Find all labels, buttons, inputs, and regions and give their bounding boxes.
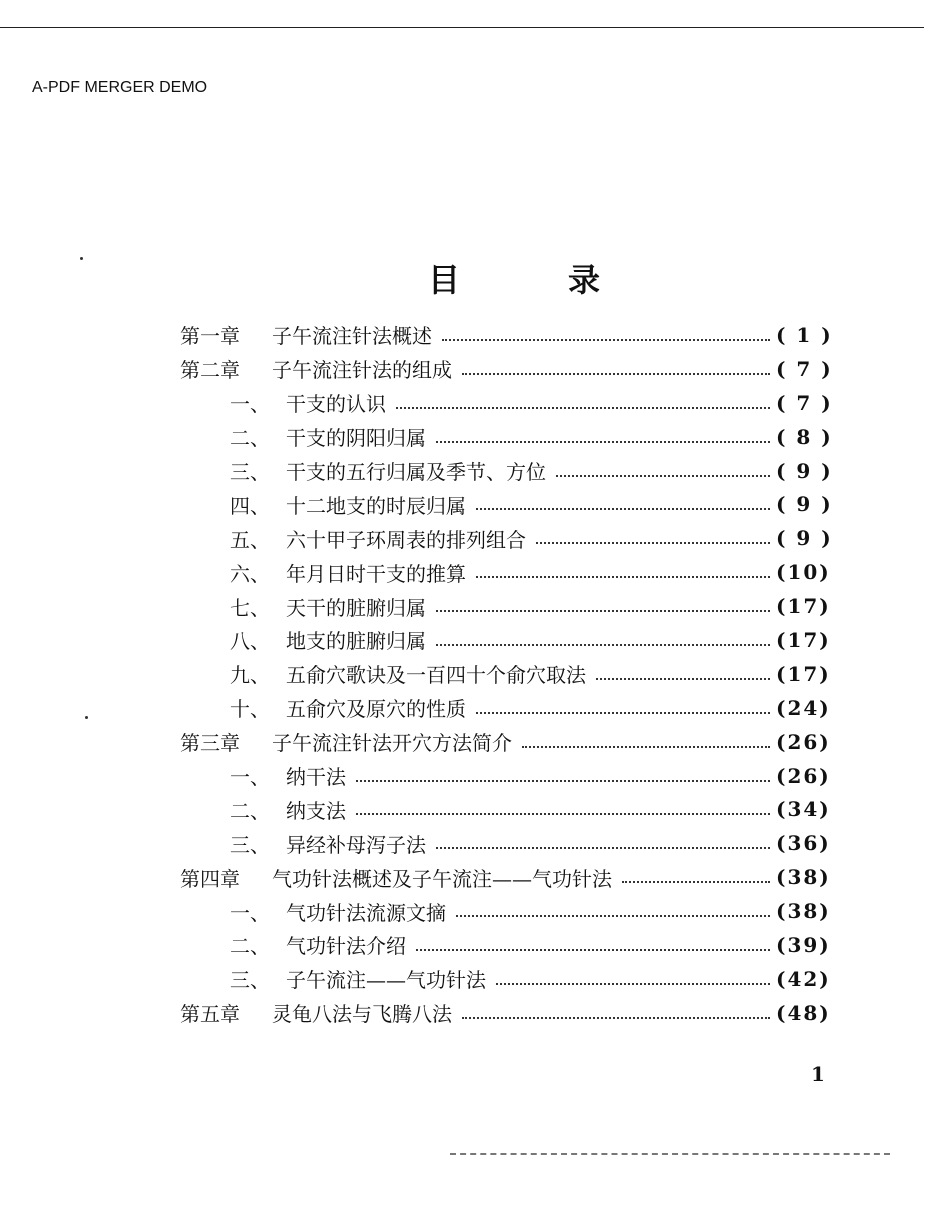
toc-entry-prefix: 一、 (230, 900, 270, 925)
toc-leader-dots (436, 845, 770, 849)
toc-leader-dots (476, 574, 770, 578)
toc-entry (180, 555, 840, 589)
toc-title-right: 录 (568, 261, 601, 299)
toc-entry (180, 657, 840, 691)
toc-leader-dots (442, 337, 770, 341)
toc-entry-title: 干支的五行归属及季节、方位 (286, 460, 546, 484)
toc-entry-prefix: 第一章 (180, 324, 240, 349)
toc-leader-dots (396, 405, 770, 409)
toc-entry-page: ( 9 ) (776, 458, 833, 483)
toc-entry-title: 子午流注针法开穴方法简介 (272, 731, 512, 756)
toc-entry (180, 386, 840, 420)
toc-entry-page: ( 7 ) (776, 356, 833, 381)
toc-entry-prefix: 三、 (230, 460, 270, 484)
toc-entry-page: (38) (776, 865, 831, 890)
toc-entry (180, 318, 840, 352)
toc-leader-dots (536, 540, 770, 544)
toc-entry (180, 725, 840, 759)
page-number: 1 (811, 1062, 825, 1086)
toc-entry (180, 894, 840, 928)
toc-entry-title: 地支的脏腑归属 (286, 629, 426, 654)
toc-entry-prefix: 第三章 (180, 731, 240, 756)
toc-leader-dots (456, 913, 770, 917)
toc-entry (180, 352, 840, 386)
toc-entry-title: 五俞穴歌诀及一百四十个俞穴取法 (286, 663, 586, 688)
scan-speck (80, 257, 83, 260)
toc-leader-dots (462, 1015, 770, 1019)
toc-entry-prefix: 第五章 (180, 1002, 240, 1027)
toc-entry-page: (48) (776, 1000, 831, 1025)
toc-title-left: 目 (428, 261, 461, 299)
toc-leader-dots (436, 642, 770, 646)
toc-entry-title: 子午流注针法概述 (272, 324, 432, 349)
toc-entry-title: 气功针法介绍 (286, 934, 406, 959)
toc-entry-page: (38) (776, 899, 831, 924)
toc-entry-page: (17) (776, 661, 831, 686)
toc-leader-dots (462, 371, 770, 375)
toc-entry (180, 962, 840, 996)
toc-entry-prefix: 第二章 (180, 358, 240, 383)
toc-leader-dots (436, 439, 770, 443)
toc-entry-prefix: 二、 (230, 934, 270, 959)
toc-entry (180, 691, 840, 725)
toc-entry (180, 623, 840, 657)
toc-entry-prefix: 一、 (230, 392, 270, 417)
toc-entry-prefix: 四、 (230, 493, 270, 518)
toc-entry-title: 五俞穴及原穴的性质 (286, 697, 466, 722)
toc-entry-prefix: 十、 (230, 697, 270, 722)
toc-entry-title: 干支的认识 (286, 392, 386, 417)
toc-leader-dots (476, 506, 770, 510)
toc-entry (180, 826, 840, 860)
toc-entry-page: (34) (776, 797, 831, 822)
toc-leader-dots (596, 676, 770, 680)
toc-entry (180, 860, 840, 894)
toc-leader-dots (416, 947, 770, 951)
toc-entry-page: (17) (776, 594, 831, 619)
toc-entry (180, 589, 840, 623)
toc-entry-title: 十二地支的时辰归属 (286, 493, 466, 518)
toc-entry-page: (42) (776, 966, 831, 991)
toc-entry-prefix: 二、 (230, 798, 270, 823)
toc-entry-title: 子午流注针法的组成 (272, 358, 452, 383)
toc-leader-dots (522, 744, 770, 748)
table-of-contents (180, 318, 840, 1030)
toc-entry-prefix: 二、 (230, 426, 270, 451)
toc-leader-dots (496, 981, 770, 985)
toc-leader-dots (356, 778, 770, 782)
toc-entry (180, 521, 840, 555)
toc-entry-prefix: 六、 (230, 561, 270, 586)
toc-entry-title: 气功针法概述及子午流注——气功针法 (272, 866, 612, 891)
toc-entry-page: ( 9 ) (776, 526, 833, 551)
scan-speck (85, 716, 88, 719)
toc-leader-dots (436, 608, 770, 612)
toc-entry-page: ( 9 ) (776, 492, 833, 517)
top-rule (0, 27, 924, 28)
toc-entry-page: ( 8 ) (776, 424, 833, 449)
toc-entry-page: (26) (776, 729, 831, 754)
toc-entry (180, 487, 840, 521)
toc-leader-dots (556, 473, 770, 477)
bottom-scan-rule (450, 1153, 890, 1155)
toc-entry-page: (36) (776, 831, 831, 856)
toc-entry-prefix: 九、 (230, 663, 270, 688)
toc-entry-prefix: 八、 (230, 629, 270, 654)
toc-entry-title: 六十甲子环周表的排列组合 (286, 527, 526, 552)
toc-entry-prefix: 三、 (230, 968, 270, 993)
toc-entry (180, 420, 840, 454)
toc-entry-page: (24) (776, 695, 831, 720)
toc-entry (180, 454, 840, 488)
toc-entry-prefix: 七、 (230, 595, 270, 620)
toc-entry-title: 纳干法 (286, 765, 346, 790)
toc-entry-title: 气功针法流源文摘 (286, 900, 446, 925)
toc-entry (180, 928, 840, 962)
watermark-text: A-PDF MERGER DEMO (32, 79, 208, 96)
toc-entry-prefix: 第四章 (180, 866, 240, 891)
toc-entry-prefix: 五、 (230, 527, 270, 552)
toc-entry (180, 792, 840, 826)
toc-entry-title: 天干的脏腑归属 (286, 595, 426, 620)
toc-entry-title: 异经补母泻子法 (286, 832, 426, 857)
toc-entry (180, 759, 840, 793)
toc-entry-page: (17) (776, 627, 831, 652)
toc-entry (180, 996, 840, 1030)
toc-entry-prefix: 一、 (230, 765, 270, 790)
toc-entry-title: 年月日时干支的推算 (286, 561, 466, 586)
toc-entry-page: (26) (776, 763, 831, 788)
toc-entry-title: 纳支法 (286, 798, 346, 823)
toc-leader-dots (622, 879, 770, 883)
toc-entry-title: 干支的阴阳归属 (286, 426, 426, 451)
toc-title (428, 255, 600, 301)
toc-leader-dots (476, 710, 770, 714)
toc-entry-page: (39) (776, 932, 831, 957)
toc-entry-title: 灵龟八法与飞腾八法 (272, 1002, 452, 1027)
toc-entry-page: (10) (776, 560, 831, 585)
toc-entry-prefix: 三、 (230, 832, 270, 857)
toc-entry-page: ( 7 ) (776, 390, 833, 415)
toc-leader-dots (356, 811, 770, 815)
toc-entry-page: ( 1 ) (776, 322, 833, 347)
toc-entry-title: 子午流注——气功针法 (286, 968, 486, 993)
